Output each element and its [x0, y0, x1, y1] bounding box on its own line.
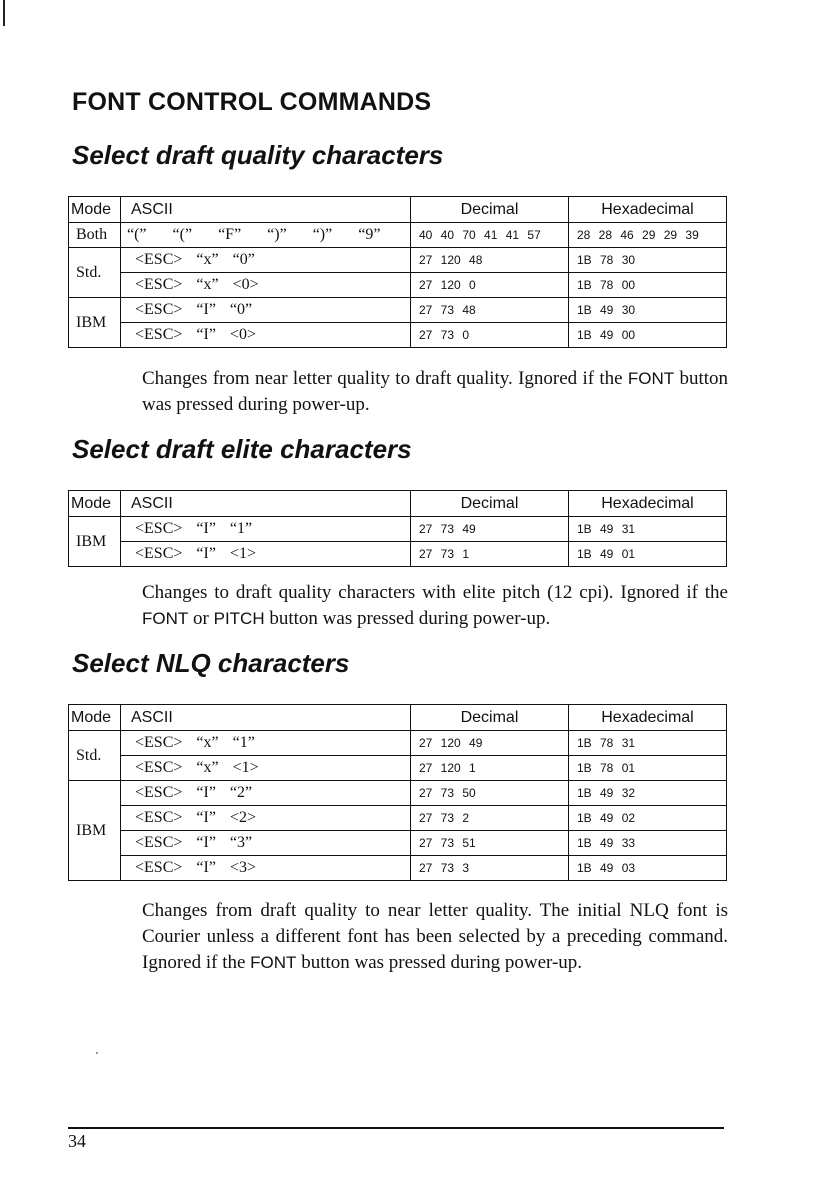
decimal-cell: 27 73 48 [411, 298, 569, 323]
description-text: button was pressed during power-up. [142, 368, 729, 415]
hex-cell: 1B 78 30 [569, 248, 727, 273]
table-row [69, 756, 727, 781]
ascii-cell: <ESC> “I” “3” [121, 831, 411, 856]
table-row [69, 323, 727, 348]
ascii-header: ASCII [121, 705, 411, 731]
ascii-cell: <ESC> “I” <3> [121, 856, 411, 881]
hex-header: Hexadecimal [569, 705, 727, 731]
table-row [69, 781, 727, 806]
table-header-row [69, 197, 727, 223]
table-row [69, 856, 727, 881]
ascii-cell: <ESC> “I” <1> [121, 542, 411, 567]
decimal-cell: 27 73 49 [411, 517, 569, 542]
hex-header: Hexadecimal [569, 197, 727, 223]
font-button-name: FONT [142, 609, 189, 628]
table-row [69, 517, 727, 542]
table-header-row [69, 705, 727, 731]
mode-cell: Std. [69, 248, 121, 298]
hex-cell: 1B 49 30 [569, 298, 727, 323]
ascii-cell: <ESC> “I” “0” [121, 298, 411, 323]
hex-cell: 1B 78 01 [569, 756, 727, 781]
table-row [69, 223, 727, 248]
ascii-cell: <ESC> “I” <0> [121, 323, 411, 348]
mode-cell: IBM [69, 298, 121, 348]
description-text: button was pressed during power-up. [296, 952, 583, 973]
draft-quality-table [68, 196, 727, 348]
footer-rule [68, 1127, 724, 1129]
section-heading-nlq: Select NLQ characters [72, 648, 350, 678]
table-row [69, 298, 727, 323]
section-heading-draft-quality: Select draft quality characters [72, 140, 444, 170]
decimal-cell: 27 73 1 [411, 542, 569, 567]
draft-elite-table [68, 490, 727, 567]
mode-header: Mode [69, 197, 121, 223]
hex-cell: 1B 49 00 [569, 323, 727, 348]
hex-cell: 1B 49 01 [569, 542, 727, 567]
decimal-cell: 27 120 48 [411, 248, 569, 273]
description-text: Changes to draft quality characters with elite pitch (12 cpi). Ignored if the [142, 582, 728, 603]
table-row [69, 542, 727, 567]
ascii-cell: <ESC> “x” “1” [121, 731, 411, 756]
mode-cell: Both [69, 223, 121, 248]
nlq-table [68, 704, 727, 881]
page-title: FONT CONTROL COMMANDS [72, 88, 432, 116]
decimal-cell: 27 73 3 [411, 856, 569, 881]
mode-cell: IBM [69, 517, 121, 567]
ascii-cell: <ESC> “x” <1> [121, 756, 411, 781]
decimal-cell: 27 73 2 [411, 806, 569, 831]
table-header-row [69, 491, 727, 517]
draft-elite-description [142, 580, 728, 632]
scan-edge-mark [3, 0, 5, 26]
mode-cell: IBM [69, 781, 121, 881]
hex-cell: 1B 49 32 [569, 781, 727, 806]
pitch-button-name: PITCH [213, 609, 265, 628]
table-row [69, 831, 727, 856]
description-text: Changes from draft quality to near letter quality. The initial NLQ font is Courier unless a different font has been selected by a preceding command. Ignored if the [142, 900, 728, 973]
hex-cell: 1B 78 31 [569, 731, 727, 756]
ascii-header: ASCII [121, 197, 411, 223]
decimal-cell: 40 40 70 41 41 57 [411, 223, 569, 248]
mode-header: Mode [69, 705, 121, 731]
mode-cell: Std. [69, 731, 121, 781]
scan-speck [96, 1052, 98, 1054]
decimal-header: Decimal [411, 491, 569, 517]
table-row [69, 273, 727, 298]
decimal-cell: 27 120 1 [411, 756, 569, 781]
hex-cell: 28 28 46 29 29 39 [569, 223, 727, 248]
ascii-cell: <ESC> “x” <0> [121, 273, 411, 298]
hex-cell: 1B 49 33 [569, 831, 727, 856]
hex-cell: 1B 49 31 [569, 517, 727, 542]
hex-cell: 1B 78 00 [569, 273, 727, 298]
hex-cell: 1B 49 03 [569, 856, 727, 881]
description-text: button was pressed during power-up. [264, 608, 551, 629]
table-row [69, 248, 727, 273]
ascii-cell: <ESC> “x” “0” [121, 248, 411, 273]
page-number: 34 [68, 1131, 86, 1151]
table-row [69, 806, 727, 831]
table-row [69, 731, 727, 756]
decimal-cell: 27 120 0 [411, 273, 569, 298]
decimal-header: Decimal [411, 705, 569, 731]
decimal-cell: 27 73 51 [411, 831, 569, 856]
draft-quality-description [142, 366, 728, 418]
ascii-cell: <ESC> “I” <2> [121, 806, 411, 831]
decimal-cell: 27 120 49 [411, 731, 569, 756]
section-heading-draft-elite: Select draft elite characters [72, 434, 412, 464]
font-button-name: FONT [250, 953, 297, 972]
nlq-description [142, 898, 728, 976]
ascii-header: ASCII [121, 491, 411, 517]
mode-header: Mode [69, 491, 121, 517]
ascii-cell: <ESC> “I” “1” [121, 517, 411, 542]
decimal-header: Decimal [411, 197, 569, 223]
ascii-cell: “(” “(” “F” “)” “)” “9” [121, 223, 411, 248]
description-text: or [188, 608, 214, 629]
decimal-cell: 27 73 50 [411, 781, 569, 806]
font-button-name: FONT [627, 369, 675, 388]
description-text: Changes from near letter quality to draft quality. Ignored if the [142, 368, 628, 389]
ascii-cell: <ESC> “I” “2” [121, 781, 411, 806]
hex-cell: 1B 49 02 [569, 806, 727, 831]
hex-header: Hexadecimal [569, 491, 727, 517]
decimal-cell: 27 73 0 [411, 323, 569, 348]
